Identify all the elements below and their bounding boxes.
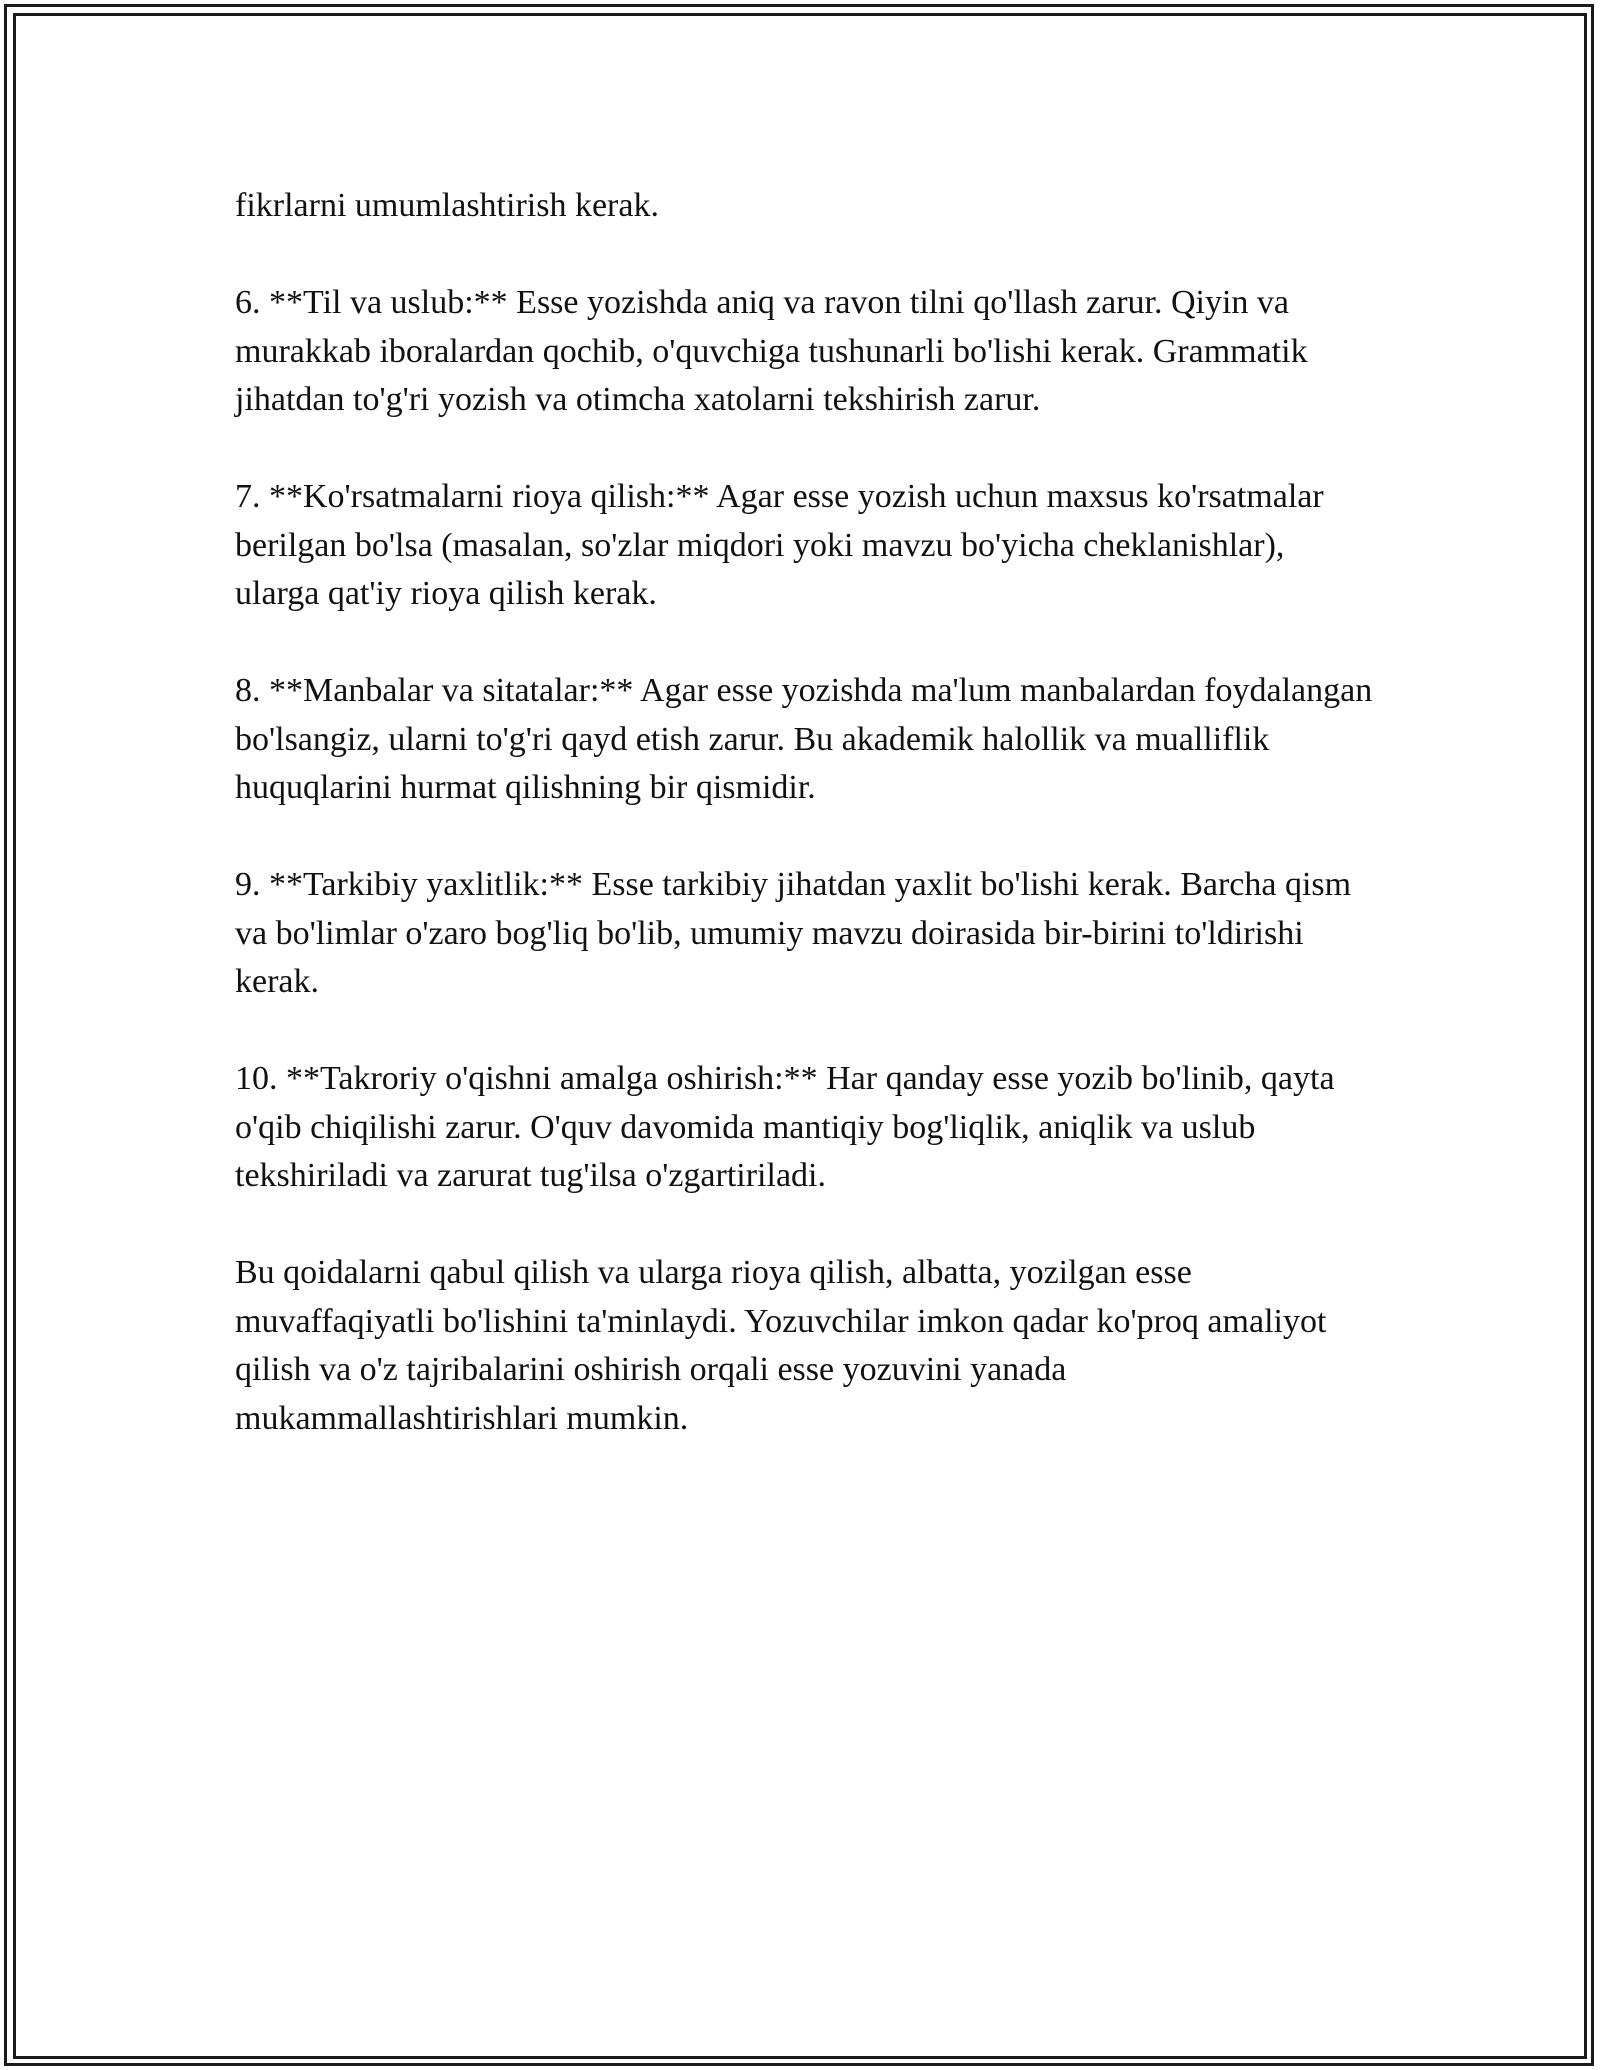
paragraph-item-9: 9. **Tarkibiy yaxlitlik:** Esse tarkibiy jihatdan yaxlit bo'lishi kerak. Barcha qism va bo'limlar o'zaro bog'liq bo'lib, umumiy mavzu doirasida bir-birini to'ldirishi kerak. bbox=[235, 866, 1352, 1000]
paragraph-conclusion: Bu qoidalarni qabul qilish va ularga rioya qilish, albatta, yozilgan esse muvaffaqiyatli bo'lishini ta'minlaydi. Yozuvchilar imkon qadar ko'proq amaliyot qilish va o'z tajribalarini oshirish orqali esse yozuvini yanada mukammallashtirishlari mumkin. bbox=[235, 1254, 1327, 1437]
paragraph-item-7: 7. **Ko'rsatmalarni rioya qilish:** Agar esse yozish uchun maxsus ko'rsatmalar berilgan bo'lsa (masalan, so'zlar miqdori yoki mavzu bo'yicha cheklanishlar), ularga qat'iy rioya qilish kerak. bbox=[235, 478, 1324, 612]
paragraph-item-6: 6. **Til va uslub:** Esse yozishda aniq va ravon tilni qo'llash zarur. Qiyin va murakkab iboralardan qochib, o'quvchiga tushunarli bo'lishi kerak. Grammatik jihatdan to'g'ri yozish va otimcha xatolarni tekshirish zarur. bbox=[235, 284, 1308, 418]
document-body bbox=[235, 182, 1375, 1443]
paragraph-item-8: 8. **Manbalar va sitatalar:** Agar esse yozishda ma'lum manbalardan foydalangan bo'lsangiz, ularni to'g'ri qayd etish zarur. Bu akademik halollik va mualliflik huquqlarini hurmat qilishning bir qismidir. bbox=[235, 672, 1373, 806]
paragraph-continuation: fikrlarni umumlashtirish kerak. bbox=[235, 187, 659, 224]
paragraph-item-10: 10. **Takroriy o'qishni amalga oshirish:** Har qanday esse yozib bo'linib, qayta o'qib chiqilishi zarur. O'quv davomida mantiqiy bog'liqlik, aniqlik va uslub tekshiriladi va zarurat tug'ilsa o'zgartiriladi. bbox=[235, 1060, 1335, 1194]
